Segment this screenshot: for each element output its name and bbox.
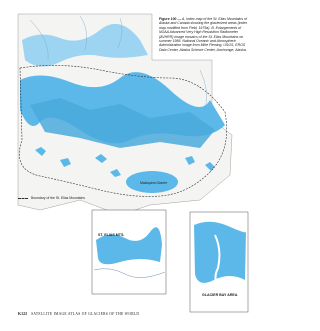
figure-caption [159, 17, 251, 52]
map-legend [18, 196, 85, 200]
running-title: SATELLITE IMAGE ATLAS OF GLACIERS OF THE WORLD [31, 312, 140, 316]
legend-label: Boundary of the St. Elias Mountains [31, 196, 85, 200]
right-inset [190, 212, 248, 312]
page-footer [18, 311, 139, 316]
malaspina-label: Malaspina Glacier [140, 181, 168, 185]
caption-text: A, Index map of the St. Elias Mountains of Alaska and Canada showing the glacierized areas (index map modified from Field, 1975a). B, Enlargements of NOAA Advanced Very High Resolution Radiometer (AVHRR) image mosaics of the St. Elias Mountains on summer 1986. National Oceanic and Atmospheric Administration image from Mike Fleming, USGS, EROS Data Center, Alaska Science Center, Anchorage, Alaska. [159, 17, 248, 52]
left-inset-title: ST. ELIAS MTS. [98, 233, 125, 237]
right-inset-title: GLACIER BAY AREA [202, 293, 238, 297]
boundary-swatch [18, 198, 28, 199]
page-number: K122 [18, 311, 28, 316]
figure-number: Figure 100 — [159, 17, 181, 21]
left-inset [92, 210, 166, 294]
